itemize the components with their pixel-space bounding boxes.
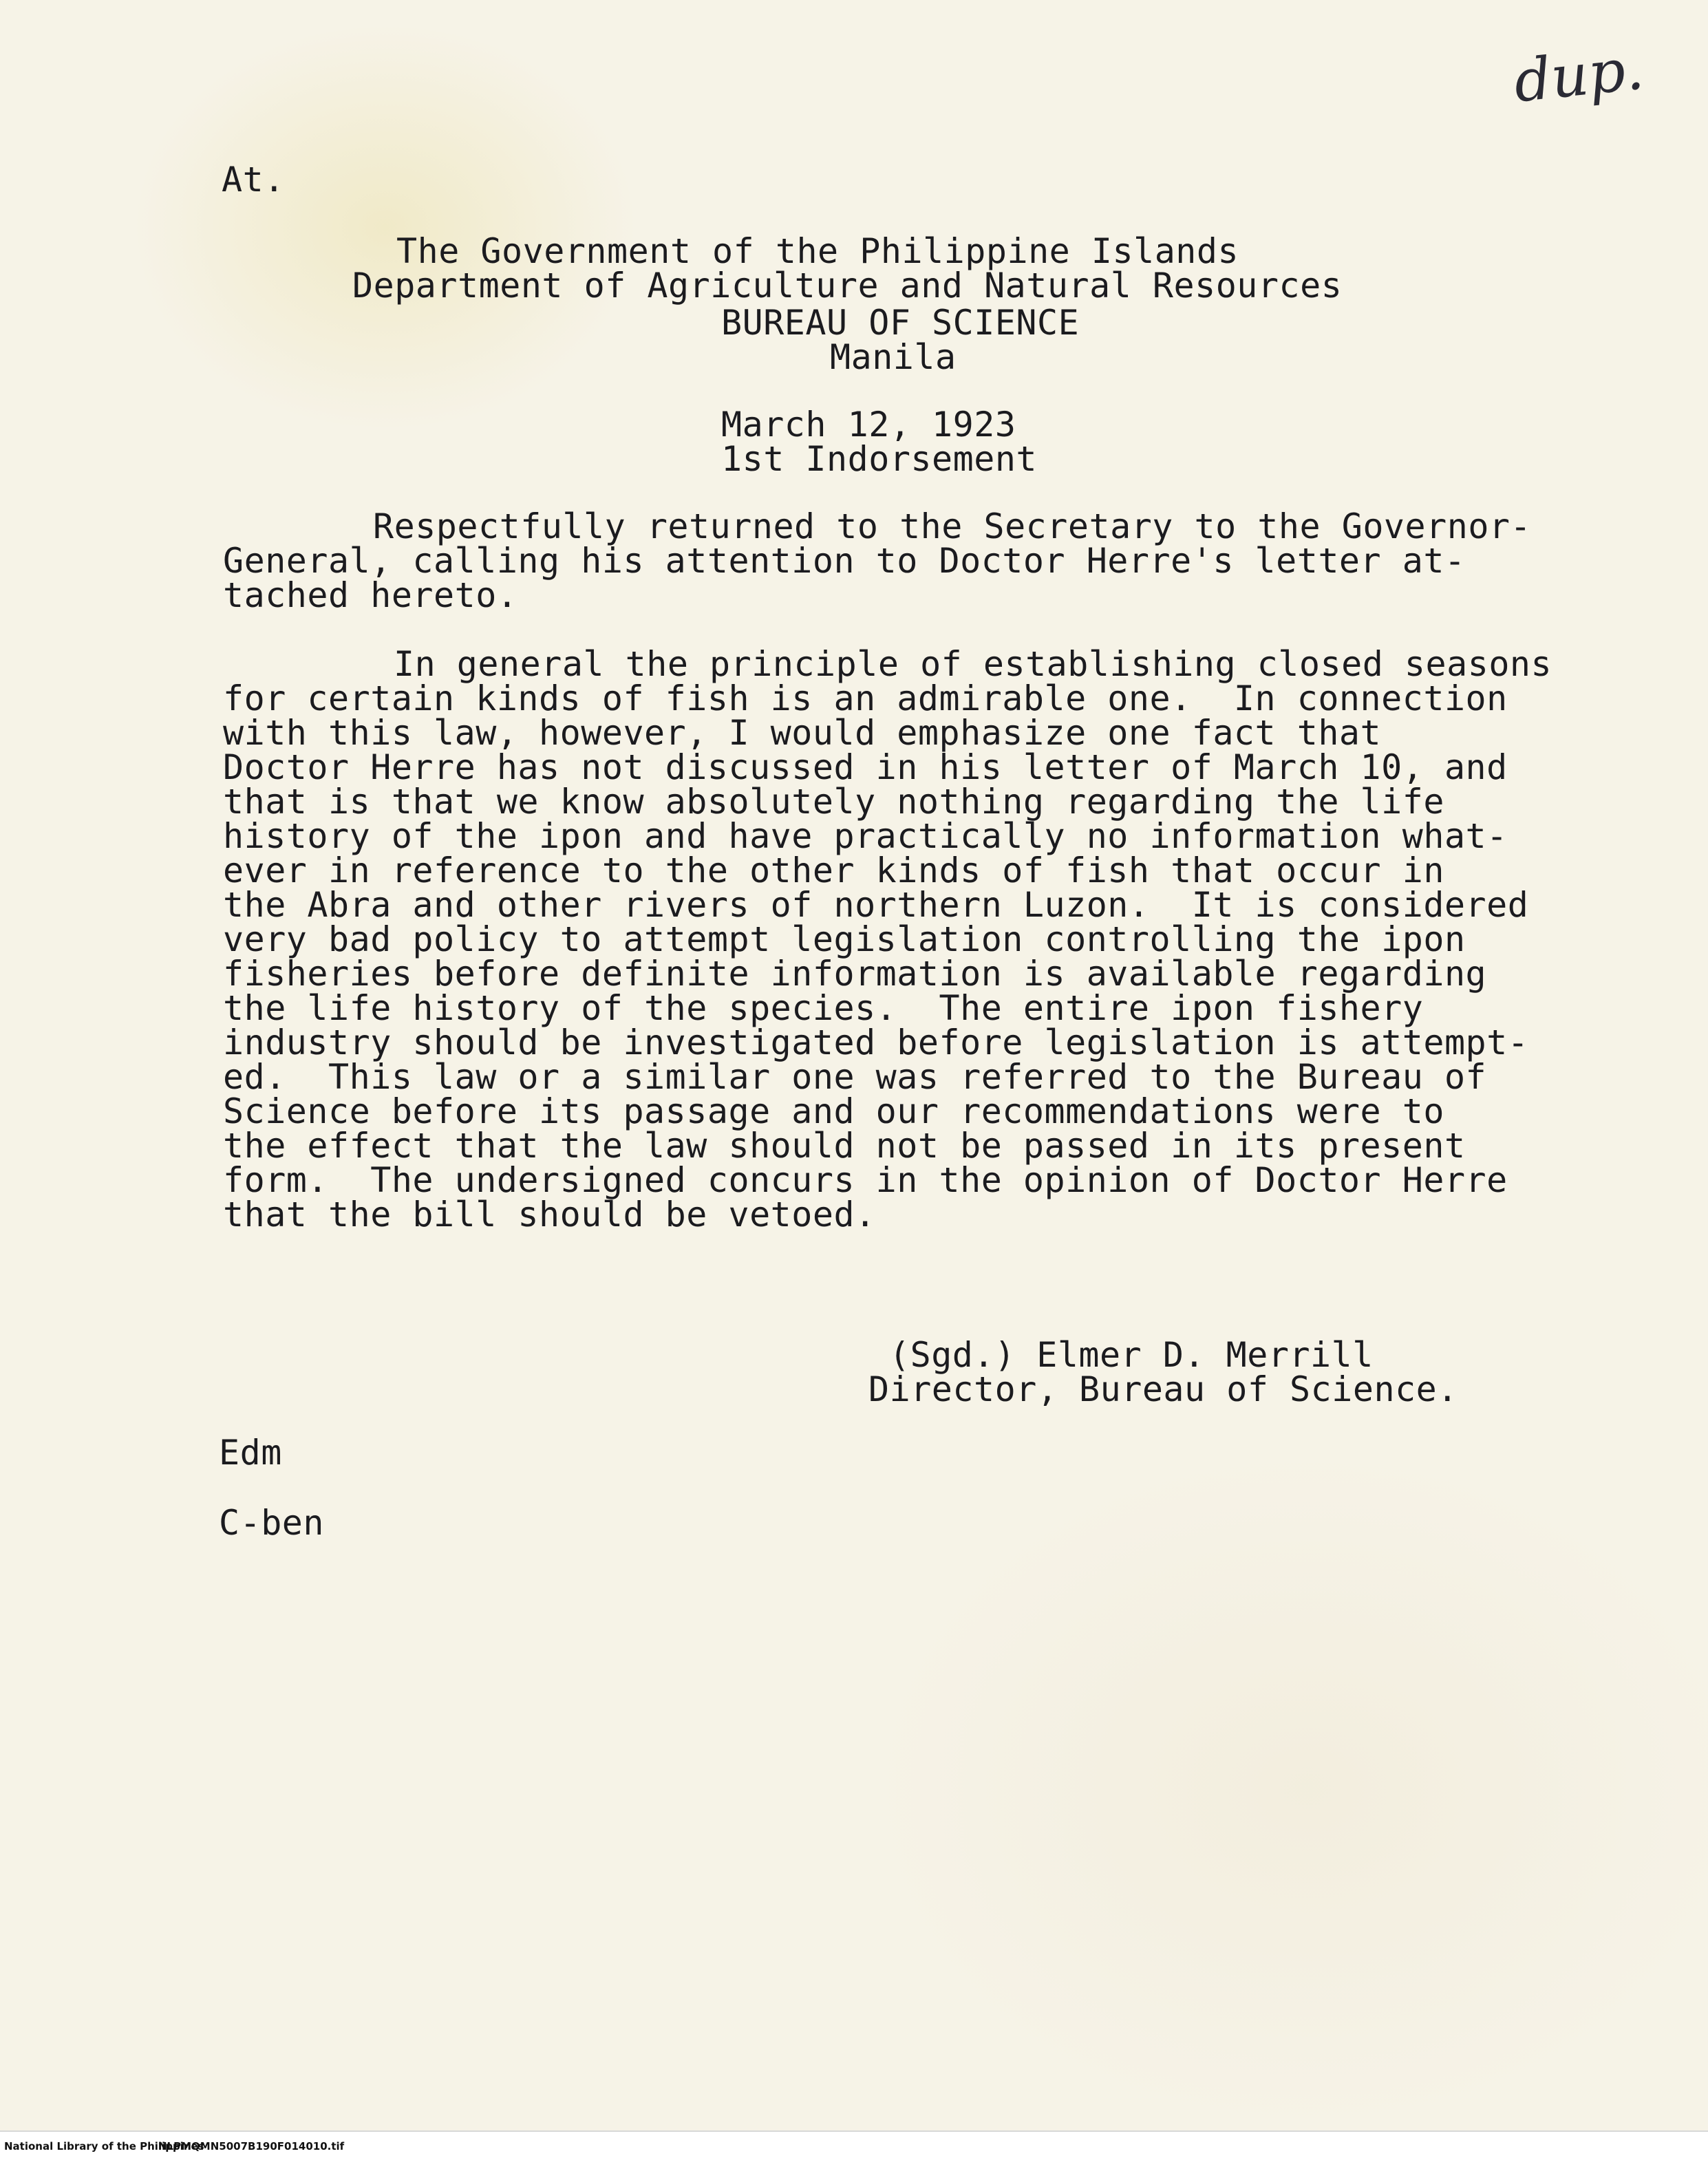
signature-name: (Sgd.) Elmer D. Merrill	[889, 1335, 1374, 1375]
handwritten-annotation: dup.	[1510, 34, 1647, 116]
paragraph2-line: with this law, however, I would emphasize one fact that	[223, 713, 1382, 753]
opening-line: At.	[222, 160, 285, 200]
copy-notation: C-ben	[219, 1503, 325, 1543]
header-city: Manila	[830, 337, 957, 377]
paragraph2-line: the life history of the species. The entire ipon fishery	[223, 988, 1424, 1028]
paragraph2-line: that the bill should be vetoed.	[223, 1195, 876, 1235]
scan-footer-strip	[0, 2130, 1708, 2158]
paragraph2-line: for certain kinds of fish is an admirable one. In connection	[223, 679, 1508, 718]
paragraph2-line: industry should be investigated before legislation is attempt-	[223, 1023, 1529, 1062]
paragraph2-line: ever in reference to the other kinds of fish that occur in	[223, 851, 1444, 890]
paragraph1-line: tached hereto.	[223, 575, 518, 615]
paragraph2-line: Science before its passage and our recommendations were to	[223, 1091, 1444, 1131]
paragraph2-line: In general the principle of establishing closed seasons	[394, 644, 1552, 684]
paragraph2-line: Doctor Herre has not discussed in his letter of March 10, and	[223, 747, 1508, 787]
paragraph2-line: ed. This law or a similar one was referred to the Bureau of	[223, 1057, 1487, 1097]
paragraph2-line: the Abra and other rivers of northern Luzon. It is considered	[223, 885, 1529, 925]
paragraph2-line: the effect that the law should not be passed in its present	[223, 1126, 1466, 1166]
archive-label: National Library of the Philippines	[4, 2140, 204, 2152]
paragraph2-line: very bad policy to attempt legislation controlling the ipon	[223, 919, 1466, 959]
paragraph2-line: history of the ipon and have practically no information what-	[223, 816, 1508, 856]
signature-title: Director, Bureau of Science.	[868, 1369, 1458, 1409]
paragraph2-line: that is that we know absolutely nothing regarding the life	[223, 782, 1444, 822]
paragraph2-line: fisheries before definite information is available regarding	[223, 954, 1487, 994]
indorsement-line: 1st Indorsement	[721, 439, 1038, 479]
typist-initials: Edm	[219, 1433, 282, 1473]
paragraph1-line: Respectfully returned to the Secretary to the Governor-	[373, 506, 1532, 546]
file-code: NLPMQMN5007B190F014010.tif	[158, 2140, 345, 2152]
paragraph2-line: form. The undersigned concurs in the opinion of Doctor Herre	[223, 1160, 1508, 1200]
date-line: March 12, 1923	[721, 405, 1016, 445]
header-government: The Government of the Philippine Islands	[396, 231, 1239, 271]
header-bureau: BUREAU OF SCIENCE	[721, 303, 1080, 343]
paragraph1-line: General, calling his attention to Doctor Herre's letter at-	[223, 541, 1466, 581]
header-department: Department of Agriculture and Natural Resources	[352, 266, 1343, 306]
